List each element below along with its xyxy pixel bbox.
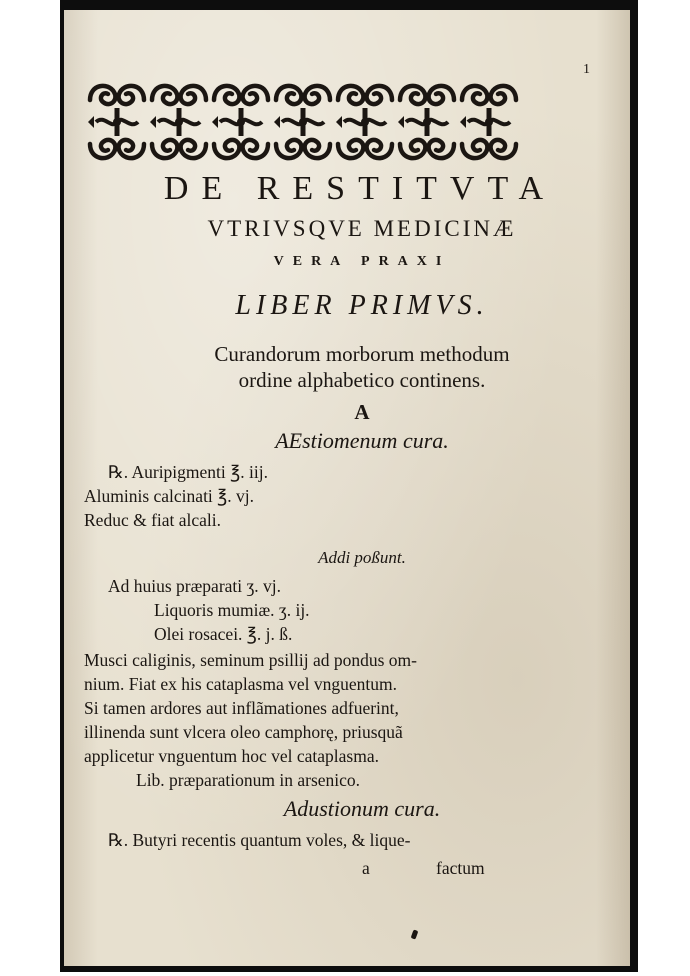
subtitle-line-2: ordine alphabetico continens. bbox=[238, 368, 486, 392]
recipe1-line-1: ℞. Auripigmenti ℥. iij. bbox=[108, 462, 268, 482]
paragraph-line-5: applicetur vnguentum hoc vel cataplasma. bbox=[84, 746, 379, 766]
subtitle-line-1: Curandorum morborum methodum bbox=[214, 342, 510, 366]
recipe1-line-2: Aluminis calcinati ℥. vj. bbox=[84, 486, 255, 506]
title-line-2: VTRIVSQVE MEDICINÆ bbox=[207, 216, 517, 241]
caption-adustionum: Adustionum cura. bbox=[283, 796, 441, 821]
paragraph-line-4: illinenda sunt vlcera oleo camphorę, priusquã bbox=[84, 722, 403, 742]
recipe2-line-1: Ad huius præparati ʒ. vj. bbox=[108, 576, 282, 596]
scan-background bbox=[60, 0, 638, 972]
book-heading: LIBER PRIMVS. bbox=[235, 290, 489, 321]
paragraph-line-2: nium. Fiat ex his cataplasma vel vnguentum. bbox=[84, 674, 397, 694]
catchword: factum bbox=[436, 858, 485, 878]
ink-mark bbox=[411, 929, 419, 939]
reference-line: Lib. præparationum in arsenico. bbox=[136, 770, 361, 790]
book-page bbox=[64, 10, 630, 966]
addi-possunt-heading: Addi poßunt. bbox=[318, 548, 406, 567]
caption-aestiomenum: AEstiomenum cura. bbox=[275, 428, 449, 453]
signature-mark: a bbox=[362, 858, 370, 878]
paragraph-line-3: Si tamen ardores aut inflãmationes adfuerint, bbox=[84, 698, 399, 718]
recipe2-line-2: Liquoris mumiæ. ʒ. ij. bbox=[154, 600, 310, 620]
paragraph-line-1: Musci caliginis, seminum psillij ad pondus om- bbox=[84, 650, 417, 670]
recipe1-line-3: Reduc & fiat alcali. bbox=[84, 510, 222, 530]
recipe3-line: ℞. Butyri recentis quantum voles, & lique- bbox=[108, 830, 411, 850]
section-letter: A bbox=[354, 400, 370, 424]
page-number: 1 bbox=[583, 62, 590, 77]
title-line-1: DE RESTITVTA bbox=[163, 170, 557, 207]
recipe2-line-3: Olei rosacei. ℥. j. ß. bbox=[154, 624, 293, 644]
fleuron-ornament bbox=[86, 78, 520, 166]
title-line-3: VERA PRAXI bbox=[273, 254, 451, 269]
